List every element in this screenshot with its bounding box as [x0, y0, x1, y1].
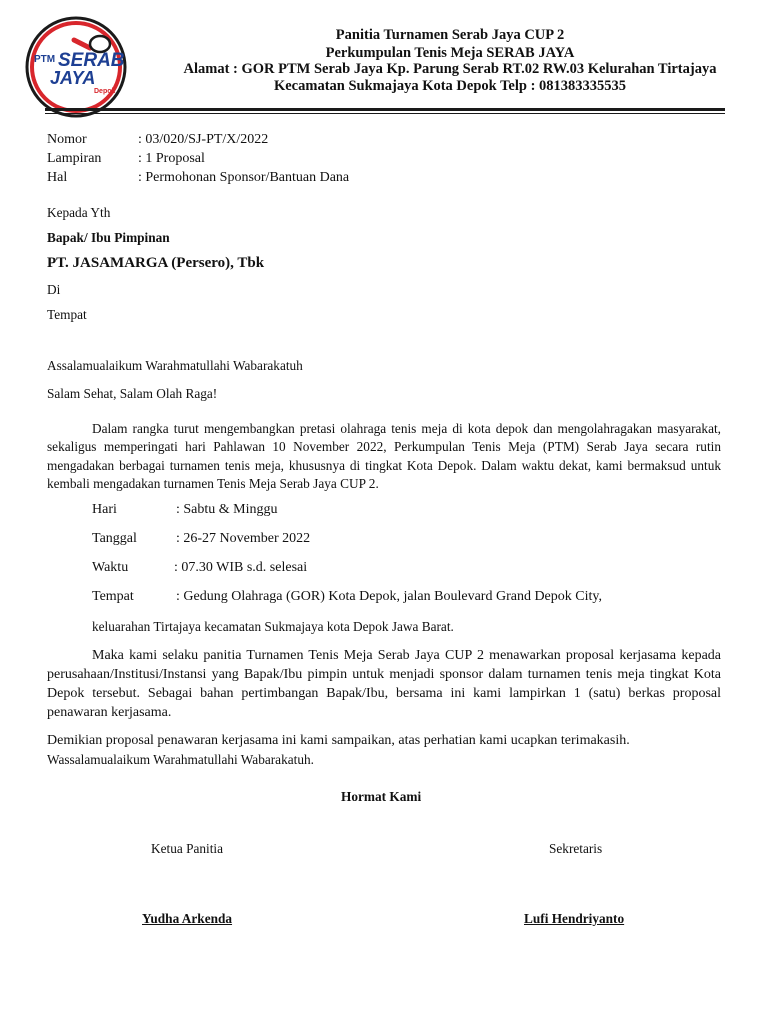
hal-value: : Permohonan Sponsor/Bantuan Dana	[138, 170, 350, 185]
logo-serab: SERAB	[58, 50, 125, 71]
header-line-1: Panitia Turnamen Serab Jaya CUP 2	[335, 27, 565, 43]
logo-jaya: JAYA	[50, 68, 96, 88]
tempat-value: : Gedung Olahraga (GOR) Kota Depok, jalan Boulevard Grand Depok City,	[176, 589, 602, 604]
recipient-di: Di	[47, 282, 61, 297]
greeting-sehat: Salam Sehat, Salam Olah Raga!	[47, 386, 218, 401]
header-address: Alamat : GOR PTM Serab Jaya Kp. Parung Serab RT.02 RW.03 Kelurahan Tirtajaya	[183, 61, 717, 77]
closing-wassalam: Wassalamualaikum Warahmatullahi Wabarakatuh.	[47, 752, 314, 767]
recipient-title: Bapak/ Ibu Pimpinan	[47, 230, 170, 245]
body-paragraph-2: Maka kami selaku panitia Turnamen Tenis Meja Serab Jaya CUP 2 menawarkan proposal kerjasama kepada perusahaan/Institusi/Instansi yang Bapak/Ibu pimpin untuk menjadi sponsor dalam turnamen tenis meja tingkat Kota Depok tersebut. Sebagai bahan pertimbangan Bapak/Ibu, bersama ini kami lampirkan 1 (satu) berkas proposal penawaran kerjasama.	[47, 648, 721, 720]
header-divider-thick	[45, 108, 725, 111]
lampiran-label: Lampiran	[47, 151, 102, 166]
hormat-kami: Hormat Kami	[341, 789, 422, 804]
header-divider-thin	[45, 113, 725, 114]
header-line-2: Perkumpulan Tenis Meja SERAB JAYA	[325, 45, 575, 61]
hari-value: : Sabtu & Minggu	[176, 502, 278, 517]
ketua-panitia-name: Yudha Arkenda	[142, 911, 233, 926]
nomor-value: : 03/020/SJ-PT/X/2022	[138, 132, 269, 147]
body-paragraph-1: Dalam rangka turut mengembangkan pretasi olahraga tenis meja di kota depok dan mengolahragakan masyarakat, sekaligus memperingati hari Pahlawan 10 November 2022, Perkumpulan Tenis Meja (PTM) Serab Jaya secara rutin mengadakan berbagai turnamen tenis meja, khususnya di tingkat Kota Depok. Dalam waktu dekat, kami bermaksud untuk kembali mengadakan turnamen Tenis Meja Serab Jaya CUP 2.	[47, 421, 721, 492]
sekretaris-name: Lufi Hendriyanto	[524, 911, 625, 926]
hari-label: Hari	[92, 502, 117, 517]
closing-thanks: Demikian proposal penawaran kerjasama ini kami sampaikan, atas perhatian kami ucapkan terimakasih.	[47, 733, 630, 748]
kepada-yth: Kepada Yth	[47, 205, 111, 220]
tanggal-label: Tanggal	[92, 531, 137, 546]
logo-depok: Depok	[94, 88, 116, 95]
hal-label: Hal	[47, 170, 68, 185]
nomor-label: Nomor	[47, 132, 87, 147]
waktu-label: Waktu	[92, 560, 129, 575]
sekretaris-title: Sekretaris	[549, 841, 603, 856]
tempat-continued: keluarahan Tirtajaya kecamatan Sukmajaya kota Depok Jawa Barat.	[92, 619, 454, 634]
waktu-value: : 07.30 WIB s.d. selesai	[174, 560, 308, 575]
lampiran-value: : 1 Proposal	[138, 151, 205, 166]
logo-ptm: PTM	[34, 54, 56, 65]
recipient-tempat: Tempat	[47, 307, 87, 322]
greeting-salam: Assalamualaikum Warahmatullahi Wabarakatuh	[47, 358, 303, 373]
tempat-label: Tempat	[92, 589, 134, 604]
ketua-panitia-title: Ketua Panitia	[151, 841, 224, 856]
ptm-serab-jaya-logo	[22, 14, 132, 120]
recipient-company: PT. JASAMARGA (Persero), Tbk	[47, 255, 265, 271]
tanggal-value: : 26-27 November 2022	[176, 531, 311, 546]
header-kecamatan: Kecamatan Sukmajaya Kota Depok Telp : 081383335535	[273, 78, 627, 94]
